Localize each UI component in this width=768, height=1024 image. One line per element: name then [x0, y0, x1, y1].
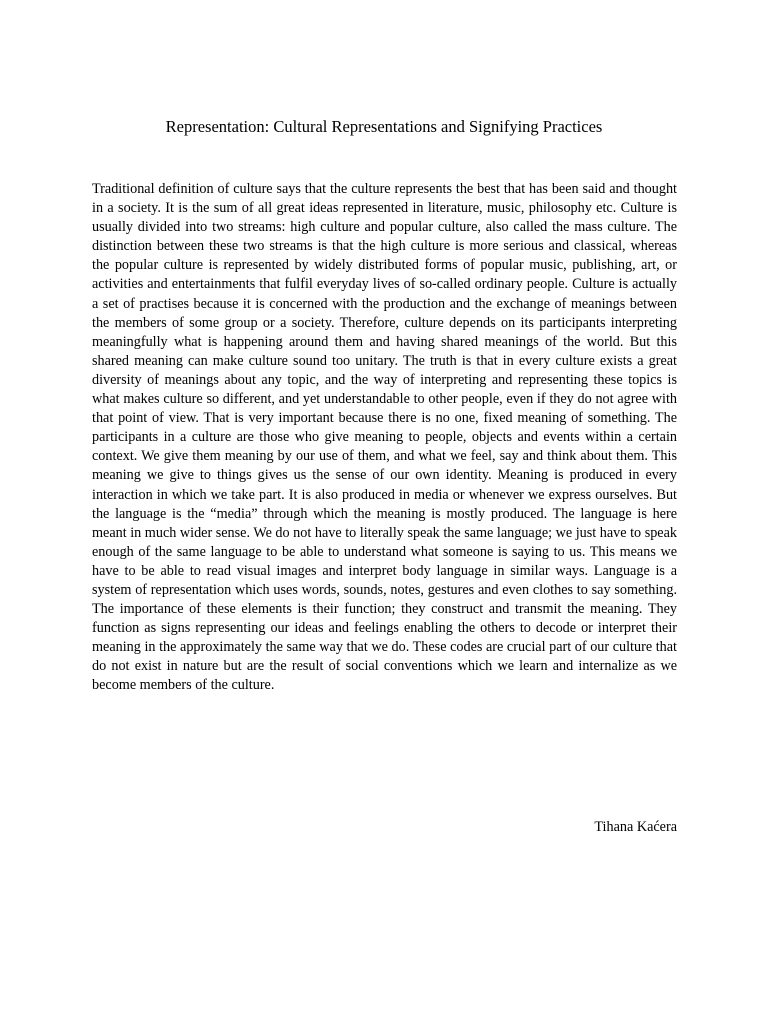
author-signature: Tihana Kaćera: [594, 819, 677, 835]
document-title: Representation: Cultural Representations and Signifying Practices: [165, 117, 603, 136]
document-body-paragraph: Traditional definition of culture says that the culture represents the best that has been said and thought in a society. It is the sum of all great ideas represented in literature, music, philosophy etc. Culture is usually divided into two streams: high culture and popular culture, also called the mass culture. The distinction between these two streams is that the high culture is more serious and classical, whereas the popular culture is represented by widely distributed forms of popular music, publishing, art, or activities and entertainments that fulfil everyday lives of so-called ordinary people. Culture is actually a set of practises because it is concerned with the production and the exchange of meanings between the members of some group or a society. Therefore, culture depends on its participants interpreting meaningfully what is happening around them and having shared meanings of the world. But this shared meaning can make culture sound too unitary. The truth is that in every culture exists a great diversity of meanings about any topic, and the way of interpreting and representing these topics is what makes culture so different, and yet understandable to other people, even if they do not agree with that point of view. That is very important because there is no one, fixed meaning of something. The participants in a culture are those who give meaning to people, objects and events within a certain context. We give them meaning by our use of them, and what we feel, say and think about them. This meaning we give to things gives us the sense of our own identity. Meaning is produced in every interaction in which we take part. It is also produced in media or whenever we express ourselves. But the language is the “media” through which the meaning is mostly produced. The language is here meant in much wider sense. We do not have to literally speak the same language; we just have to speak enough of the same language to be able to understand what someone is saying to us. This means we have to be able to read visual images and interpret body language in similar ways. Language is a system of representation which uses words, sounds, notes, gestures and even clothes to say something. The importance of these elements is their function; they construct and transmit the meaning. They function as signs representing our ideas and feelings enabling the others to decode or interpret their meaning in the approximately the same way that we do. These codes are crucial part of our culture that do not exist in nature but are the result of social conventions which we learn and internalize as we become members of the culture.: [92, 181, 677, 694]
